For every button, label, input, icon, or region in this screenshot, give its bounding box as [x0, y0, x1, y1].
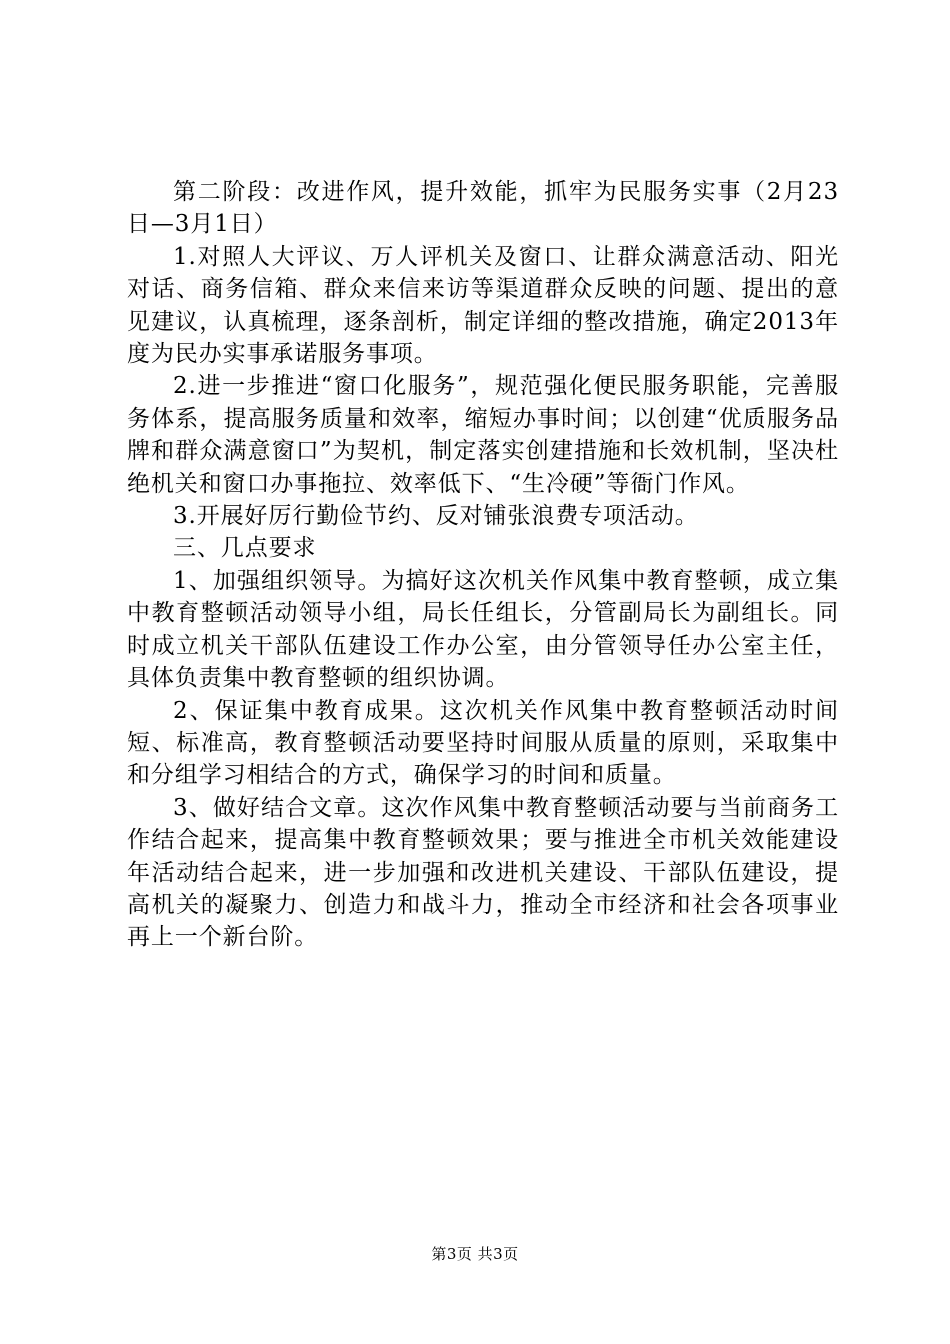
section-heading-requirements: 三、几点要求 [173, 535, 317, 562]
requirement-2: 2、保证集中教育成果。这次机关作风集中教育整顿活动时间短、标准高，教育整顿活动要坚持时间服从质量的原则，采取集中和分组学习相结合的方式，确保学习的时间和质量。 [127, 697, 839, 789]
requirement-1: 1、加强组织领导。为搞好这次机关作风集中教育整顿，成立集中教育整顿活动领导小组，局长任组长，分管副局长为副组长。同时成立机关干部队伍建设工作办公室，由分管领导任办公室主任，具体负责集中教育整顿的组织协调。 [127, 567, 839, 692]
phase-two-item-3: 3.开展好厉行勤俭节约、反对铺张浪费专项活动。 [173, 503, 699, 530]
phase-two-heading: 第二阶段：改进作风，提升效能，抓牢为民服务实事（2月23日—3月1日） [127, 179, 839, 238]
phase-two-item-1: 1.对照人大评议、万人评机关及窗口、让群众满意活动、阳光对话、商务信箱、群众来信来访等渠道群众反映的问题、提出的意见建议，认真梳理，逐条剖析，制定详细的整改措施，确定2013年度为民办实事承诺服务事项。 [127, 243, 839, 368]
document-body [127, 176, 839, 954]
phase-two-item-2: 2.进一步推进“窗口化服务”，规范强化便民服务职能，完善服务体系，提高服务质量和效率，缩短办事时间；以创建“优质服务品牌和群众满意窗口”为契机，制定落实创建措施和长效机制，坚决杜绝机关和窗口办事拖拉、效率低下、“生冷硬”等衙门作风。 [127, 373, 839, 497]
page-number-footer: 第3页 共3页 [431, 1245, 519, 1263]
requirement-3: 3、做好结合文章。这次作风集中教育整顿活动要与当前商务工作结合起来，提高集中教育整顿效果；要与推进全市机关效能建设年活动结合起来，进一步加强和改进机关建设、干部队伍建设，提高机关的凝聚力、创造力和战斗力，推动全市经济和社会各项事业再上一个新台阶。 [127, 794, 839, 951]
